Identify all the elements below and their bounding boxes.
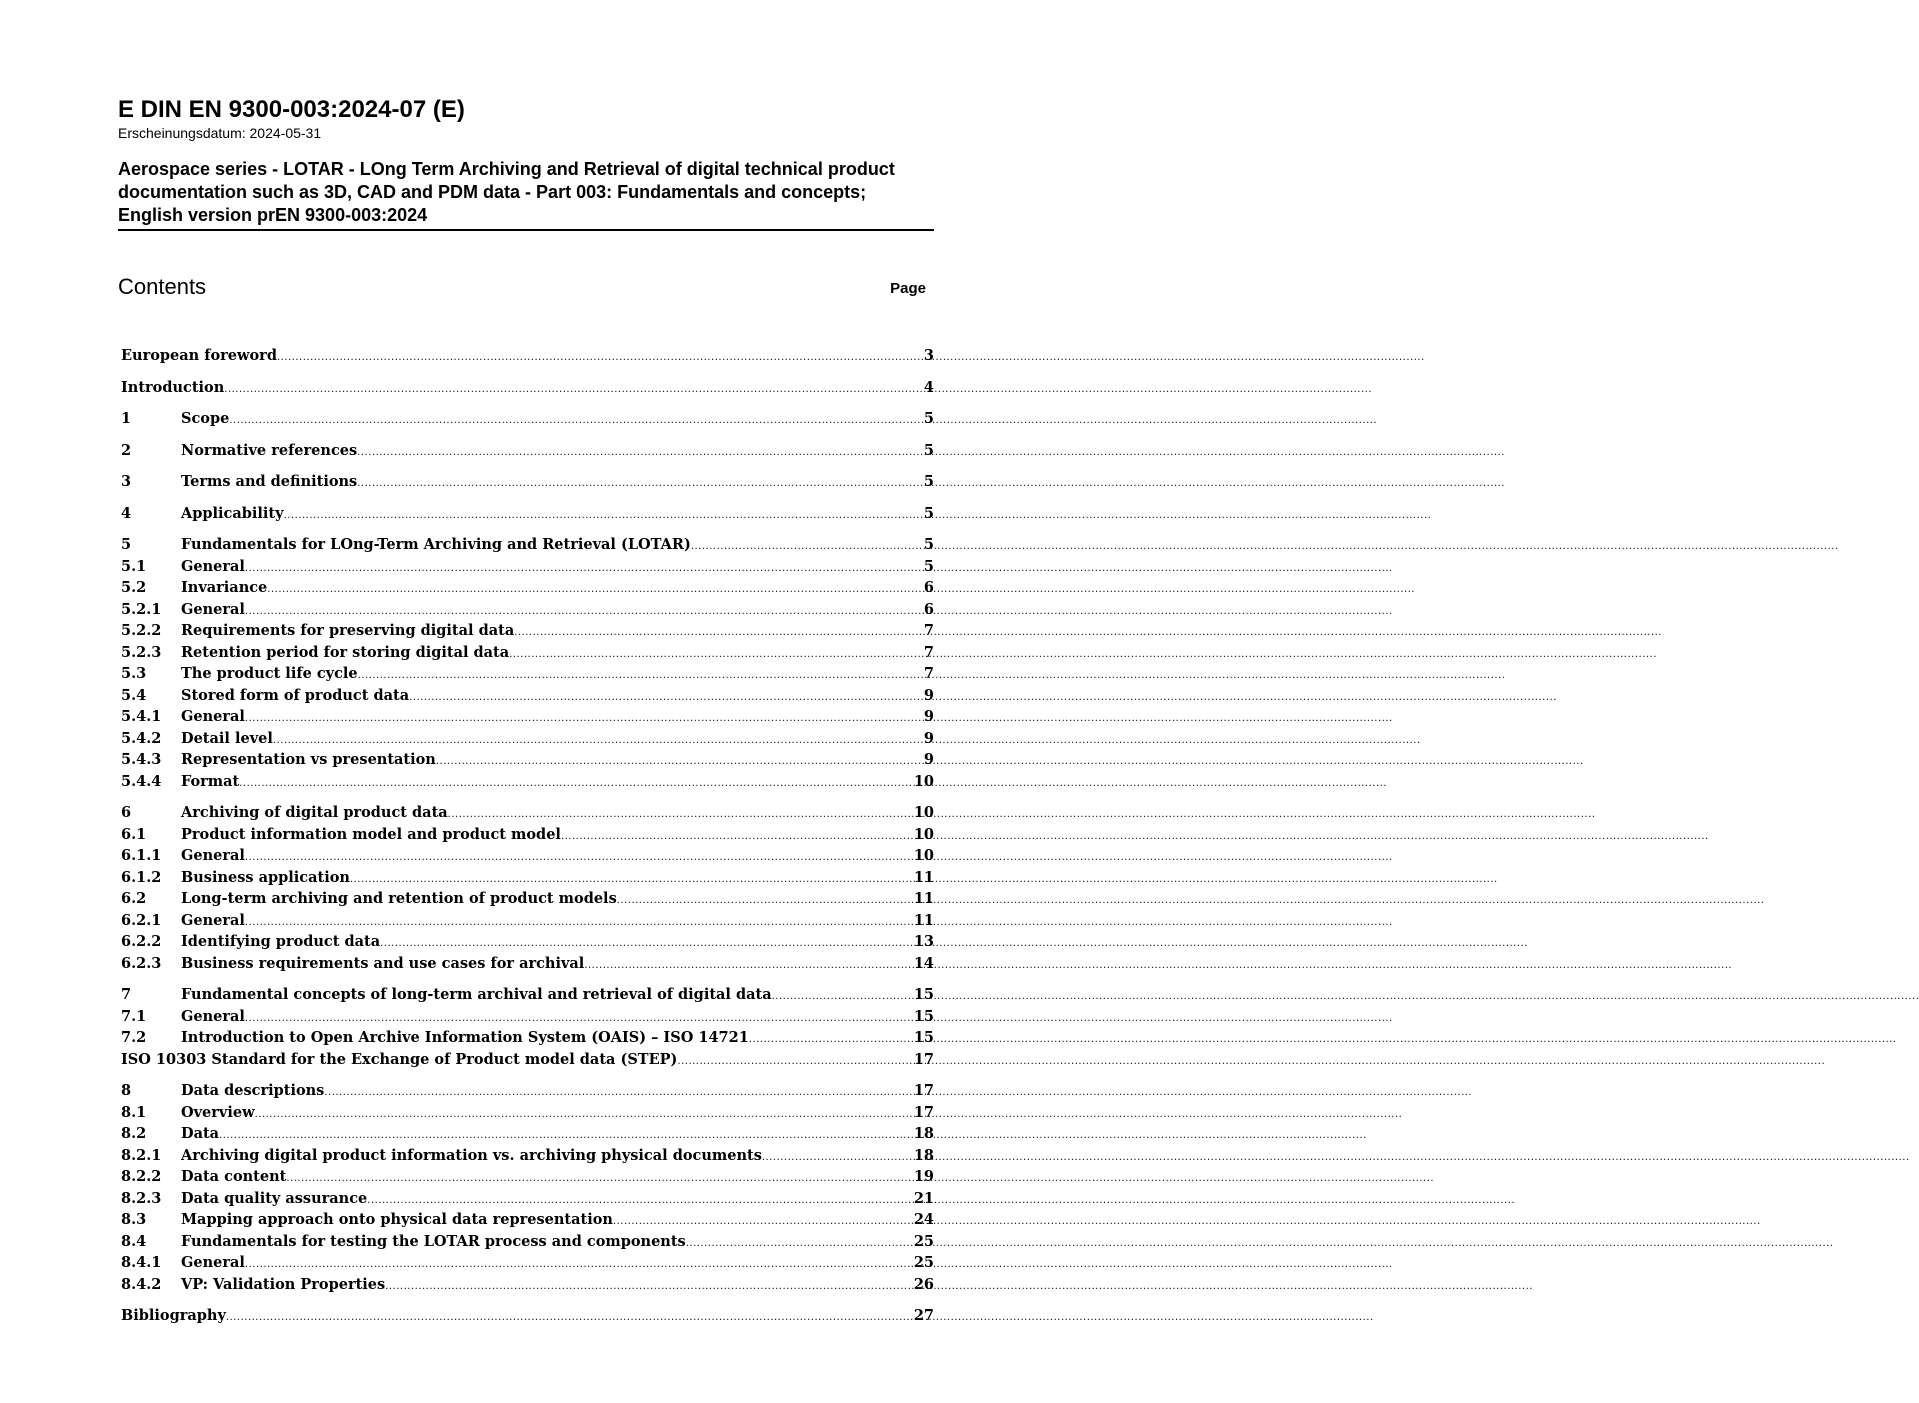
toc-dot-leader bbox=[514, 622, 923, 644]
toc-entry-page[interactable]: 25 bbox=[913, 1232, 934, 1250]
toc-entry-number: 5.2.3 bbox=[121, 643, 162, 661]
toc-entry-page[interactable]: 25 bbox=[913, 1254, 934, 1271]
toc-entry-number: 3 bbox=[121, 473, 132, 490]
toc-entry-title[interactable]: Long-term archiving and retention of product models bbox=[181, 890, 617, 907]
toc-entry[interactable] bbox=[121, 1231, 934, 1253]
toc-dot-leader bbox=[267, 579, 923, 601]
toc-dot-leader bbox=[277, 347, 923, 369]
toc-entry-title[interactable]: Data content bbox=[181, 1168, 287, 1185]
contents-heading bbox=[118, 274, 928, 300]
toc-entry-title[interactable]: Retention period for storing digital data bbox=[181, 643, 510, 661]
toc-entry[interactable] bbox=[121, 953, 934, 975]
document-header bbox=[118, 96, 934, 231]
toc-entry-number: 8.2.1 bbox=[121, 1146, 162, 1164]
toc-entry-title[interactable]: Business application bbox=[181, 868, 350, 886]
toc-entry-number: 4 bbox=[121, 504, 132, 522]
toc-entry-page[interactable]: 10 bbox=[913, 847, 934, 864]
toc-entry-number: 6 bbox=[121, 804, 132, 821]
toc-entry-page[interactable]: 17 bbox=[913, 1103, 934, 1121]
toc-entry-title[interactable]: Product information model and product model bbox=[181, 825, 561, 843]
toc-entry[interactable] bbox=[121, 888, 934, 910]
toc-entry-title[interactable]: Stored form of product data bbox=[181, 686, 410, 704]
toc-entry[interactable] bbox=[121, 824, 934, 846]
toc-entry-page[interactable]: 15 bbox=[913, 1029, 934, 1046]
toc-dot-leader bbox=[226, 1307, 913, 1329]
toc-entry-page[interactable]: 19 bbox=[913, 1168, 934, 1185]
toc-entry[interactable] bbox=[121, 1252, 934, 1274]
toc-entry[interactable] bbox=[121, 503, 934, 525]
toc-entry[interactable] bbox=[121, 771, 934, 793]
toc-dot-leader bbox=[224, 379, 923, 401]
toc-entry-page[interactable]: 7 bbox=[923, 643, 934, 661]
toc-entry-title[interactable]: Fundamentals for testing the LOTAR process and components bbox=[181, 1232, 686, 1250]
document-title: E DIN EN 9300-003:2024-07 (E) bbox=[118, 96, 465, 123]
toc-entry-title[interactable]: Terms and definitions bbox=[181, 473, 358, 490]
toc-entry[interactable] bbox=[121, 749, 934, 771]
toc-dot-leader bbox=[772, 986, 913, 1008]
toc-entry-number: 8 bbox=[121, 1082, 132, 1099]
toc-entry[interactable] bbox=[121, 845, 934, 867]
toc-entry[interactable] bbox=[121, 1305, 934, 1327]
toc-entry-number: 8.2.3 bbox=[121, 1189, 162, 1207]
toc-entry-page[interactable]: 18 bbox=[913, 1146, 934, 1164]
toc-dot-leader bbox=[584, 955, 912, 977]
toc-dot-leader bbox=[749, 1029, 913, 1051]
toc-entry-page[interactable]: 17 bbox=[913, 1082, 934, 1099]
toc-entry-title[interactable]: Archiving of digital product data bbox=[181, 804, 448, 821]
toc-entry-title[interactable]: General bbox=[181, 1007, 245, 1025]
toc-dot-leader bbox=[245, 912, 913, 934]
toc-entry-page[interactable]: 7 bbox=[923, 665, 934, 682]
toc-entry-title[interactable]: General bbox=[181, 1254, 245, 1271]
toc-entry-title[interactable]: Format bbox=[181, 772, 240, 790]
toc-entry-page[interactable]: 24 bbox=[913, 1211, 934, 1228]
toc-entry[interactable] bbox=[121, 1049, 934, 1071]
toc-entry-number: 6.1 bbox=[121, 825, 147, 843]
toc-entry-title[interactable]: General bbox=[181, 600, 245, 618]
toc-entry-page[interactable]: 3 bbox=[923, 347, 934, 364]
toc-entry[interactable] bbox=[121, 642, 934, 664]
toc-dot-leader bbox=[677, 1051, 912, 1073]
toc-entry[interactable] bbox=[121, 1027, 934, 1049]
toc-entry-number: 7 bbox=[121, 986, 132, 1003]
toc-dot-leader bbox=[245, 1254, 913, 1276]
toc-entry-page[interactable]: 5 bbox=[923, 536, 934, 553]
document-subject: Aerospace series - LOTAR - LOng Term Archiving and Retrieval of digital technical product documentation such as 3D, CAD and PDM data - Part 003: Fundamentals and concepts; English version prEN 9300-003:2024 bbox=[118, 158, 934, 231]
toc-entry-number: 6.2.3 bbox=[121, 954, 162, 972]
toc-entry[interactable] bbox=[121, 1102, 934, 1124]
toc-entry-title[interactable]: Archiving digital product information vs. archiving physical documents bbox=[181, 1146, 762, 1164]
toc-dot-leader bbox=[509, 644, 923, 666]
toc-dot-leader bbox=[273, 730, 923, 752]
toc-entry[interactable] bbox=[121, 931, 934, 953]
toc-entry[interactable] bbox=[121, 471, 934, 493]
toc-entry-page[interactable]: 15 bbox=[913, 1007, 934, 1025]
toc-entry-title[interactable]: Overview bbox=[181, 1103, 255, 1121]
toc-entry-page[interactable]: 5 bbox=[923, 557, 934, 575]
toc-entry-number: 8.2.2 bbox=[121, 1168, 162, 1185]
toc-entry-number: 5.3 bbox=[121, 665, 147, 682]
issue-date: Erscheinungsdatum: 2024-05-31 bbox=[118, 125, 322, 141]
toc-entry-title[interactable]: Identifying product data bbox=[181, 933, 381, 950]
toc-entry[interactable] bbox=[121, 408, 934, 430]
toc-dot-leader bbox=[561, 826, 913, 848]
toc-entry-page[interactable]: 10 bbox=[913, 804, 934, 821]
toc-entry-number: 6.2.2 bbox=[121, 933, 162, 950]
toc-entry-number: 8.3 bbox=[121, 1211, 147, 1228]
toc-entry-title[interactable]: Requirements for preserving digital data bbox=[181, 622, 515, 639]
toc-dot-leader bbox=[358, 665, 923, 687]
toc-entry-number: 8.4.1 bbox=[121, 1254, 162, 1271]
toc-entry-number: 8.4 bbox=[121, 1232, 147, 1250]
toc-entry-page[interactable]: 11 bbox=[913, 890, 934, 907]
toc-dot-leader bbox=[229, 410, 923, 432]
toc-entry[interactable] bbox=[121, 706, 934, 728]
toc-entry-page[interactable]: 7 bbox=[923, 622, 934, 639]
contents-title: Contents bbox=[118, 274, 207, 299]
toc-dot-leader bbox=[448, 804, 913, 826]
toc-dot-leader bbox=[324, 1082, 912, 1104]
toc-entry-title[interactable]: Data bbox=[181, 1125, 220, 1142]
toc-dot-leader bbox=[613, 1211, 913, 1233]
toc-entry-title[interactable]: Detail level bbox=[181, 729, 273, 747]
toc-entry-page[interactable]: 5 bbox=[923, 441, 934, 459]
toc-entry-title[interactable]: ISO 10303 Standard for the Exchange of Product model data (STEP) bbox=[121, 1050, 678, 1068]
toc-entry-number: 6.1.2 bbox=[121, 868, 162, 886]
toc-entry-number: 5.4.4 bbox=[121, 772, 162, 790]
toc-entry-number: 8.1 bbox=[121, 1103, 147, 1121]
toc-entry[interactable] bbox=[121, 1166, 934, 1188]
toc-entry-page[interactable]: 6 bbox=[923, 579, 934, 596]
toc-dot-leader bbox=[219, 1125, 913, 1147]
toc-entry-title[interactable]: Invariance bbox=[181, 579, 268, 596]
toc-entry-page[interactable]: 13 bbox=[913, 933, 934, 950]
toc-dot-leader bbox=[367, 1190, 913, 1212]
toc-dot-leader bbox=[686, 1233, 913, 1255]
toc-dot-leader bbox=[239, 773, 913, 795]
toc-entry[interactable] bbox=[121, 802, 934, 824]
toc-entry-title[interactable]: Introduction bbox=[121, 378, 225, 396]
toc-dot-leader bbox=[617, 890, 913, 912]
toc-entry-number: 5.1 bbox=[121, 557, 147, 575]
toc-dot-leader bbox=[380, 933, 913, 955]
toc-entry-title[interactable]: Data descriptions bbox=[181, 1082, 325, 1099]
toc-dot-leader bbox=[245, 601, 923, 623]
toc-entry[interactable] bbox=[121, 345, 934, 367]
toc-entry[interactable] bbox=[121, 556, 934, 578]
toc-entry[interactable] bbox=[121, 1123, 934, 1145]
toc-entry[interactable] bbox=[121, 534, 934, 556]
toc-entry-number: 6.2.1 bbox=[121, 911, 162, 929]
toc-entry-page[interactable]: 9 bbox=[923, 686, 934, 704]
toc-entry-title[interactable]: Applicability bbox=[181, 504, 284, 522]
toc-dot-leader bbox=[245, 847, 913, 869]
toc-entry-title[interactable]: Scope bbox=[181, 410, 230, 427]
toc-entry-page[interactable]: 5 bbox=[923, 504, 934, 522]
toc-entry-title[interactable]: Bibliography bbox=[121, 1307, 226, 1324]
toc-entry-number: 7.1 bbox=[121, 1007, 147, 1025]
toc-entry-title[interactable]: General bbox=[181, 557, 245, 575]
toc-entry-page[interactable]: 14 bbox=[913, 954, 934, 972]
toc-entry[interactable] bbox=[121, 910, 934, 932]
toc-entry-number: 5 bbox=[121, 536, 132, 553]
toc-entry[interactable] bbox=[121, 1006, 934, 1028]
toc-dot-leader bbox=[286, 1168, 912, 1190]
toc-entry-page[interactable]: 9 bbox=[923, 729, 934, 747]
toc-entry-title[interactable]: Fundamentals for LOng-Term Archiving and Retrieval (LOTAR) bbox=[181, 536, 691, 553]
toc-entry[interactable] bbox=[121, 1188, 934, 1210]
toc-entry-title[interactable]: Data quality assurance bbox=[181, 1189, 368, 1207]
toc-entry[interactable] bbox=[121, 1209, 934, 1231]
toc-entry-title[interactable]: European foreword bbox=[121, 347, 277, 364]
toc-entry-number: 1 bbox=[121, 410, 132, 427]
toc-dot-leader bbox=[350, 869, 913, 891]
toc-entry-page[interactable]: 27 bbox=[913, 1307, 934, 1324]
toc-dot-leader bbox=[245, 558, 923, 580]
toc-dot-leader bbox=[284, 505, 923, 527]
toc-entry-number: 5.4 bbox=[121, 686, 147, 704]
toc-entry[interactable] bbox=[121, 377, 934, 399]
toc-entry-page[interactable]: 10 bbox=[913, 772, 934, 790]
toc-entry-title[interactable]: General bbox=[181, 847, 245, 864]
toc-entry-page[interactable]: 26 bbox=[913, 1275, 934, 1293]
toc-entry[interactable] bbox=[121, 1145, 934, 1167]
toc-dot-leader bbox=[691, 536, 923, 558]
toc-dot-leader bbox=[245, 1008, 913, 1030]
toc-entry-title[interactable]: Representation vs presentation bbox=[181, 751, 436, 768]
toc-entry[interactable] bbox=[121, 984, 934, 1006]
toc-entry[interactable] bbox=[121, 1274, 934, 1296]
toc-dot-leader bbox=[255, 1104, 913, 1126]
toc-entry-page[interactable]: 9 bbox=[923, 708, 934, 725]
toc-entry-number: 2 bbox=[121, 441, 132, 459]
toc-entry[interactable] bbox=[121, 663, 934, 685]
toc-dot-leader bbox=[385, 1276, 913, 1298]
toc-entry-page[interactable]: 4 bbox=[923, 378, 934, 396]
toc-entry-page[interactable]: 10 bbox=[913, 825, 934, 843]
toc-entry-page[interactable]: 21 bbox=[913, 1189, 934, 1207]
toc-entry[interactable] bbox=[121, 867, 934, 889]
toc-entry-page[interactable]: 5 bbox=[923, 473, 934, 490]
toc-entry-title[interactable]: VP: Validation Properties bbox=[181, 1275, 386, 1293]
toc-entry-page[interactable]: 5 bbox=[923, 410, 934, 427]
toc-dot-leader bbox=[357, 442, 923, 464]
toc-entry[interactable] bbox=[121, 440, 934, 462]
toc-entry-number: 5.4.1 bbox=[121, 708, 162, 725]
toc-entry-number: 6.1.1 bbox=[121, 847, 162, 864]
toc-entry-title[interactable]: Normative references bbox=[181, 441, 358, 459]
toc-dot-leader bbox=[409, 687, 923, 709]
toc-entry-page[interactable]: 18 bbox=[913, 1125, 934, 1142]
toc-entry[interactable] bbox=[121, 577, 934, 599]
toc-entry-page[interactable]: 17 bbox=[913, 1050, 934, 1068]
toc-entry-title[interactable]: The product life cycle bbox=[181, 665, 358, 682]
toc-entry[interactable] bbox=[121, 620, 934, 642]
toc-entry-number: 5.4.2 bbox=[121, 729, 162, 747]
toc-entry-page[interactable]: 15 bbox=[913, 986, 934, 1003]
toc-entry-page[interactable]: 11 bbox=[913, 868, 934, 886]
toc-dot-leader bbox=[762, 1147, 913, 1169]
toc-entry-number: 6.2 bbox=[121, 890, 147, 907]
toc-entry-number: 5.4.3 bbox=[121, 751, 162, 768]
toc-entry-number: 8.2 bbox=[121, 1125, 147, 1142]
toc-dot-leader bbox=[357, 473, 923, 495]
toc-entry-number: 5.2.1 bbox=[121, 600, 162, 618]
toc-entry-title[interactable]: General bbox=[181, 708, 245, 725]
toc-entry-page[interactable]: 11 bbox=[913, 911, 934, 929]
toc-entry-number: 5.2 bbox=[121, 579, 147, 596]
toc-entry[interactable] bbox=[121, 728, 934, 750]
page-column-label: Page bbox=[890, 280, 926, 297]
toc-entry-title[interactable]: Fundamental concepts of long-term archival and retrieval of digital data bbox=[181, 986, 772, 1003]
toc-entry-title[interactable]: Introduction to Open Archive Information System (OAIS) – ISO 14721 bbox=[181, 1029, 749, 1046]
toc-entry-page[interactable]: 9 bbox=[923, 751, 934, 768]
toc-entry-title[interactable]: Business requirements and use cases for archival bbox=[181, 954, 585, 972]
toc-dot-leader bbox=[436, 751, 923, 773]
toc-entry-page[interactable]: 6 bbox=[923, 600, 934, 618]
toc-entry[interactable] bbox=[121, 1080, 934, 1102]
toc-entry-number: 5.2.2 bbox=[121, 622, 162, 639]
toc-entry[interactable] bbox=[121, 685, 934, 707]
toc-entry-number: 7.2 bbox=[121, 1029, 147, 1046]
toc-entry-title[interactable]: General bbox=[181, 911, 245, 929]
table-of-contents bbox=[121, 345, 934, 1327]
toc-entry-number: 8.4.2 bbox=[121, 1275, 162, 1293]
toc-entry[interactable] bbox=[121, 599, 934, 621]
toc-entry-title[interactable]: Mapping approach onto physical data representation bbox=[181, 1211, 613, 1228]
toc-dot-leader bbox=[245, 708, 923, 730]
